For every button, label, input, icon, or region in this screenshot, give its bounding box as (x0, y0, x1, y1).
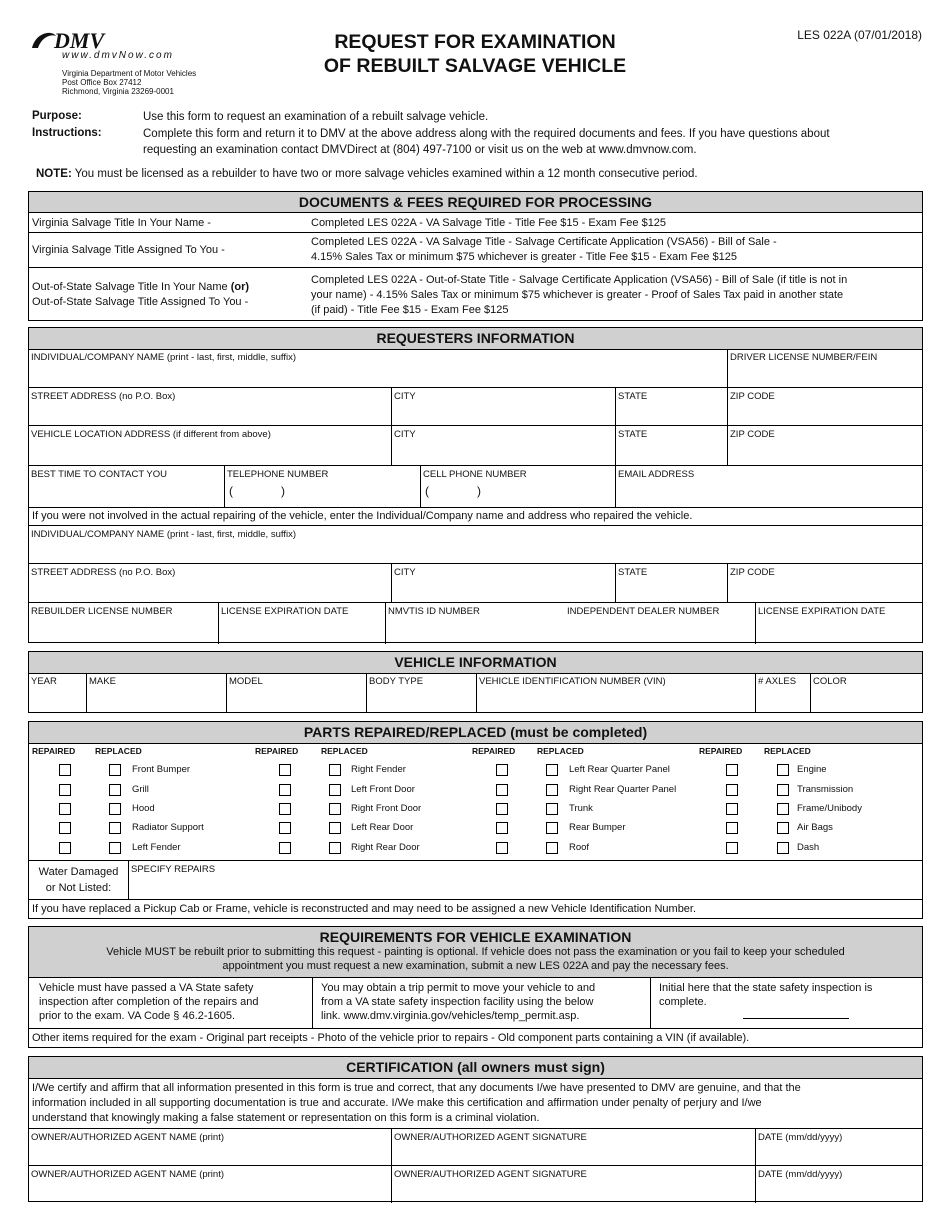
axles-field[interactable] (755, 673, 810, 713)
best-time-label: BEST TIME TO CONTACT YOU (31, 469, 168, 480)
owner-signature-label-1: OWNER/AUTHORIZED AGENT SIGNATURE (394, 1132, 587, 1143)
initial-line[interactable] (743, 1018, 849, 1019)
requirements-heading: REQUIREMENTS FOR VEHICLE EXAMINATION (319, 929, 632, 945)
requesters-section (28, 327, 923, 643)
repairer-city-label: CITY (394, 567, 416, 578)
vehloc-state-field[interactable] (615, 426, 727, 466)
repaired-checkbox-front-bumper[interactable] (59, 764, 71, 776)
other-items-note: Other items required for the exam - Original part receipts - Photo of the vehicle prior to repairs - Old component parts containing a VIN (if available). (32, 1032, 750, 1044)
repaired-header: REPAIRED (699, 746, 743, 756)
box1-line2: inspection after completion of the repairs and (39, 996, 259, 1008)
cell-area-code: ( ) (425, 484, 481, 498)
repaired-checkbox-engine[interactable] (726, 764, 738, 776)
part-label-roof: Roof (569, 842, 590, 853)
date-label-2: DATE (mm/dd/yyyy) (758, 1169, 843, 1180)
part-label-radiator-support: Radiator Support (132, 822, 204, 833)
vin-label: VEHICLE IDENTIFICATION NUMBER (VIN) (479, 676, 666, 687)
replaced-checkbox-engine[interactable] (777, 764, 789, 776)
zip-field[interactable] (727, 388, 924, 426)
license-expiration-field[interactable] (218, 603, 385, 644)
part-label-right-rear-quarter-panel: Right Rear Quarter Panel (569, 784, 677, 795)
box2-line1: You may obtain a trip permit to move your vehicle to and (321, 982, 596, 994)
replaced-checkbox-dash[interactable] (777, 842, 789, 854)
part-label-trunk: Trunk (569, 803, 593, 814)
doc-row2-line1: Completed LES 022A - VA Salvage Title - Salvage Certificate Application (VSA56) - Bill of Sale - (311, 236, 777, 248)
body-type-field[interactable] (366, 673, 476, 713)
box1-line3: prior to the exam. VA Code § 46.2-1605. (39, 1010, 236, 1022)
rebuilder-license-field[interactable] (29, 603, 218, 644)
box3-line1: Initial here that the state safety inspection is (659, 982, 873, 994)
documents-section (28, 191, 923, 321)
vehicle-location-field[interactable] (29, 426, 391, 466)
instructions-line2: requesting an examination contact DMVDirect at (804) 497-7100 or visit us on the web at www.dmvnow.com. (143, 144, 697, 156)
repaired-checkbox-radiator-support[interactable] (59, 822, 71, 834)
rebuilder-license-label: REBUILDER LICENSE NUMBER (31, 606, 173, 617)
owner-signature-field-1[interactable] (391, 1129, 755, 1166)
doc-row3-line2: your name) - 4.15% Sales Tax or minimum $75 whichever is greater - Proof of Sales Tax paid in another state (311, 289, 844, 301)
best-time-field[interactable] (29, 466, 224, 508)
license-expiration-label: LICENSE EXPIRATION DATE (221, 606, 349, 617)
repairer-state-field[interactable] (615, 564, 727, 603)
box2-line2: from a VA state safety inspection facility using the below (321, 996, 594, 1008)
form-number: LES 022A (07/01/2018) (797, 28, 922, 42)
repaired-header: REPAIRED (255, 746, 299, 756)
requirements-line1: Vehicle MUST be rebuilt prior to submitting this request - painting is optional. If vehicle does not pass the examination or you fail to keep your scheduled (106, 946, 845, 958)
specify-repairs-label: SPECIFY REPAIRS (131, 864, 216, 875)
email-field[interactable] (615, 466, 924, 508)
vehloc-city-label: CITY (394, 429, 416, 440)
parts-heading: PARTS REPAIRED/REPLACED (must be completed) (29, 722, 922, 744)
vehicle-location-label: VEHICLE LOCATION ADDRESS (if different from above) (31, 429, 271, 440)
part-label-left-rear-door: Left Rear Door (351, 822, 414, 833)
date-field-2[interactable] (755, 1166, 924, 1203)
repairer-note: If you were not involved in the actual repairing of the vehicle, enter the Individual/Company name and address who repaired the vehicle. (32, 510, 693, 522)
instructions-label: Instructions: (32, 127, 102, 139)
certification-section (28, 1056, 923, 1202)
part-label-right-front-door: Right Front Door (351, 803, 422, 814)
axles-label: # AXLES (758, 676, 797, 687)
replaced-checkbox-hood[interactable] (109, 803, 121, 815)
repaired-checkbox-rear-bumper[interactable] (496, 822, 508, 834)
replaced-checkbox-left-front-door[interactable] (329, 784, 341, 796)
color-label: COLOR (813, 676, 847, 687)
requirements-header (29, 927, 922, 978)
repairer-street-field[interactable] (29, 564, 391, 603)
cert-line3: understand that knowingly making a false statement or representation on this form is a criminal violation. (32, 1112, 540, 1124)
replaced-checkbox-left-fender[interactable] (109, 842, 121, 854)
initial-box[interactable] (650, 978, 924, 1028)
make-label: MAKE (89, 676, 116, 687)
requester-name-label: INDIVIDUAL/COMPANY NAME (print - last, first, middle, suffix) (31, 352, 296, 363)
replaced-checkbox-right-rear-quarter-panel[interactable] (546, 784, 558, 796)
replaced-checkbox-trunk[interactable] (546, 803, 558, 815)
logo-brand: DMV (54, 28, 105, 53)
owner-signature-label-2: OWNER/AUTHORIZED AGENT SIGNATURE (394, 1169, 587, 1180)
part-label-dash: Dash (797, 842, 820, 853)
independent-dealer-label: INDEPENDENT DEALER NUMBER (567, 606, 720, 617)
repaired-checkbox-left-fender[interactable] (59, 842, 71, 854)
driver-license-label: DRIVER LICENSE NUMBER/FEIN (730, 352, 878, 363)
repaired-checkbox-air-bags[interactable] (726, 822, 738, 834)
repaired-checkbox-trunk[interactable] (496, 803, 508, 815)
vehloc-zip-label: ZIP CODE (730, 429, 775, 440)
replaced-checkbox-transmission[interactable] (777, 784, 789, 796)
doc-row1-text: Completed LES 022A - VA Salvage Title - Title Fee $15 - Exam Fee $125 (311, 217, 667, 229)
repairer-state-label: STATE (618, 567, 648, 578)
page-title (270, 30, 680, 78)
repaired-header: REPAIRED (32, 746, 76, 756)
doc-row3-label-b: Out-of-State Salvage Title Assigned To You - (32, 296, 249, 308)
cell-phone-field[interactable] (420, 466, 615, 508)
owner-name-label-1: OWNER/AUTHORIZED AGENT NAME (print) (31, 1132, 225, 1143)
repaired-checkbox-grill[interactable] (59, 784, 71, 796)
replaced-checkbox-front-bumper[interactable] (109, 764, 121, 776)
email-label: EMAIL ADDRESS (618, 469, 695, 480)
part-label-right-rear-door: Right Rear Door (351, 842, 420, 853)
owner-name-field-2[interactable] (29, 1166, 391, 1203)
certification-heading: CERTIFICATION (all owners must sign) (29, 1057, 922, 1079)
box3-line2: complete. (659, 996, 707, 1008)
certification-text (29, 1078, 922, 1128)
part-label-frame-unibody: Frame/Unibody (797, 803, 862, 814)
replaced-checkbox-rear-bumper[interactable] (546, 822, 558, 834)
part-label-rear-bumper: Rear Bumper (569, 822, 626, 833)
cert-line1: I/We certify and affirm that all information presented in this form is true and correct, that any documents I/we have presented to DMV are genuine, and that the (32, 1082, 801, 1094)
note-text: You must be licensed as a rebuilder to have two or more salvage vehicles examined within a 12 month consecutive period. (74, 168, 698, 180)
nmvtis-label: NMVTIS ID NUMBER (388, 606, 480, 617)
agency-city: Richmond, Virginia 23269-0001 (62, 87, 174, 96)
box1-line1: Vehicle must have passed a VA State safety (39, 982, 254, 994)
owner-name-field-1[interactable] (29, 1129, 391, 1166)
repairer-name-label: INDIVIDUAL/COMPANY NAME (print - last, first, middle, suffix) (31, 529, 296, 540)
repaired-checkbox-right-front-door[interactable] (279, 803, 291, 815)
vehloc-state-label: STATE (618, 429, 648, 440)
replaced-checkbox-right-rear-door[interactable] (329, 842, 341, 854)
repairer-street-label: STREET ADDRESS (no P.O. Box) (31, 567, 176, 578)
part-label-grill: Grill (132, 784, 149, 795)
repaired-checkbox-right-rear-quarter-panel[interactable] (496, 784, 508, 796)
telephone-area-code: ( ) (229, 484, 285, 498)
part-label-left-fender: Left Fender (132, 842, 181, 853)
repairer-zip-field[interactable] (727, 564, 924, 603)
repaired-checkbox-left-rear-door[interactable] (279, 822, 291, 834)
safety-inspection-box (29, 978, 312, 1028)
state-label: STATE (618, 391, 648, 402)
vehicle-heading: VEHICLE INFORMATION (29, 652, 922, 674)
make-field[interactable] (86, 673, 226, 713)
replaced-header: REPLACED (95, 746, 142, 756)
telephone-label: TELEPHONE NUMBER (227, 469, 329, 480)
repairer-zip-label: ZIP CODE (730, 567, 775, 578)
repaired-header: REPAIRED (472, 746, 516, 756)
nmvtis-field[interactable] (385, 603, 565, 644)
model-label: MODEL (229, 676, 263, 687)
parts-section (28, 721, 923, 919)
repaired-checkbox-right-rear-door[interactable] (279, 842, 291, 854)
replaced-checkbox-right-fender[interactable] (329, 764, 341, 776)
note-label: NOTE: (36, 168, 72, 180)
part-label-transmission: Transmission (797, 784, 854, 795)
repairer-city-field[interactable] (391, 564, 615, 603)
agency-name: Virginia Department of Motor Vehicles (62, 69, 197, 78)
year-field[interactable] (29, 673, 86, 713)
cert-line2: information included in all supporting documentation is true and accurate. I/We make this certification and affirmation under penalty of perjury and I/we (32, 1097, 762, 1109)
repaired-checkbox-left-rear-quarter-panel[interactable] (496, 764, 508, 776)
replaced-checkbox-grill[interactable] (109, 784, 121, 796)
requester-name-field[interactable] (29, 349, 727, 387)
vehloc-zip-field[interactable] (727, 426, 924, 466)
documents-heading: DOCUMENTS & FEES REQUIRED FOR PROCESSING (29, 192, 922, 213)
vehicle-section (28, 651, 923, 713)
replaced-checkbox-left-rear-quarter-panel[interactable] (546, 764, 558, 776)
model-field[interactable] (226, 673, 366, 713)
requirements-section (28, 926, 923, 1048)
water-line2: or Not Listed: (45, 882, 112, 894)
doc-row3-label-a: Out-of-State Salvage Title In Your Name (32, 281, 231, 293)
box2-line3: link. www.dmv.virginia.gov/vehicles/temp_permit.asp. (321, 1010, 580, 1022)
date-label-1: DATE (mm/dd/yyyy) (758, 1132, 843, 1143)
parts-grid (29, 743, 922, 860)
body-type-label: BODY TYPE (369, 676, 424, 687)
repaired-checkbox-dash[interactable] (726, 842, 738, 854)
repaired-checkbox-transmission[interactable] (726, 784, 738, 796)
year-label: YEAR (31, 676, 57, 687)
replaced-checkbox-roof[interactable] (546, 842, 558, 854)
part-label-right-fender: Right Fender (351, 764, 406, 775)
water-line1: Water Damaged (38, 866, 119, 878)
driver-license-field[interactable] (727, 349, 924, 387)
dealer-license-expiration-field[interactable] (755, 603, 924, 644)
replaced-header: REPLACED (321, 746, 368, 756)
independent-dealer-field[interactable] (565, 603, 755, 644)
doc-row3-line3: (if paid) - Title Fee $15 - Exam Fee $125 (311, 304, 509, 316)
replaced-checkbox-right-front-door[interactable] (329, 803, 341, 815)
trip-permit-box (312, 978, 650, 1028)
title-line2: OF REBUILT SALVAGE VEHICLE (323, 55, 627, 77)
repaired-checkbox-hood[interactable] (59, 803, 71, 815)
doc-row2-line2: 4.15% Sales Tax or minimum $75 whichever is greater - Title Fee $15 - Exam Fee $125 (311, 251, 737, 263)
pickup-note: If you have replaced a Pickup Cab or Frame, vehicle is reconstructed and may need to be assigned a new Vehicle Identification Number. (32, 903, 697, 915)
water-damaged-label (29, 861, 128, 900)
street-address-field[interactable] (29, 388, 391, 426)
date-field-1[interactable] (755, 1129, 924, 1166)
part-label-air-bags: Air Bags (797, 822, 833, 833)
dmv-logo (30, 28, 250, 98)
part-label-hood: Hood (132, 803, 155, 814)
agency-po-box: Post Office Box 27412 (62, 78, 142, 87)
doc-row2-label: Virginia Salvage Title Assigned To You - (32, 244, 225, 256)
repaired-checkbox-frame-unibody[interactable] (726, 803, 738, 815)
part-label-front-bumper: Front Bumper (132, 764, 191, 775)
city-field[interactable] (391, 388, 615, 426)
doc-row1-label: Virginia Salvage Title In Your Name - (32, 217, 211, 229)
street-address-label: STREET ADDRESS (no P.O. Box) (31, 391, 176, 402)
doc-row3-line1: Completed LES 022A - Out-of-State Title - Salvage Certificate Application (VSA56) - Bill of Sale (if title is not in (311, 274, 848, 286)
color-field[interactable] (810, 673, 924, 713)
owner-signature-field-2[interactable] (391, 1166, 755, 1203)
dealer-license-expiration-label: LICENSE EXPIRATION DATE (758, 606, 886, 617)
zip-label: ZIP CODE (730, 391, 775, 402)
repairer-name-field[interactable] (29, 526, 924, 564)
repaired-checkbox-right-fender[interactable] (279, 764, 291, 776)
specify-repairs-field[interactable] (128, 861, 924, 900)
requesters-heading: REQUESTERS INFORMATION (29, 328, 922, 350)
replaced-checkbox-left-rear-door[interactable] (329, 822, 341, 834)
telephone-field[interactable] (224, 466, 420, 508)
instructions-line1: Complete this form and return it to DMV at the above address along with the required documents and fees. If you have questions about (143, 128, 830, 140)
vin-field[interactable] (476, 673, 755, 713)
replaced-header: REPLACED (764, 746, 811, 756)
vehloc-city-field[interactable] (391, 426, 615, 466)
title-line1: REQUEST FOR EXAMINATION (334, 31, 616, 53)
cell-phone-label: CELL PHONE NUMBER (423, 469, 527, 480)
replaced-header: REPLACED (537, 746, 584, 756)
state-field[interactable] (615, 388, 727, 426)
purpose-text: Use this form to request an examination of a rebuilt salvage vehicle. (143, 111, 489, 123)
requirements-line2: appointment you must request a new examination, submit a new LES 022A and pay the necessary fees. (222, 960, 729, 972)
purpose-label: Purpose: (32, 110, 82, 122)
part-label-left-front-door: Left Front Door (351, 784, 415, 795)
logo-url: www.dmvNow.com (62, 50, 174, 61)
replaced-checkbox-frame-unibody[interactable] (777, 803, 789, 815)
repaired-checkbox-left-front-door[interactable] (279, 784, 291, 796)
city-label: CITY (394, 391, 416, 402)
replaced-checkbox-radiator-support[interactable] (109, 822, 121, 834)
replaced-checkbox-air-bags[interactable] (777, 822, 789, 834)
part-label-engine: Engine (797, 764, 827, 775)
owner-name-label-2: OWNER/AUTHORIZED AGENT NAME (print) (31, 1169, 225, 1180)
repaired-checkbox-roof[interactable] (496, 842, 508, 854)
part-label-left-rear-quarter-panel: Left Rear Quarter Panel (569, 764, 670, 775)
doc-row3-label-or: (or) (230, 281, 250, 293)
